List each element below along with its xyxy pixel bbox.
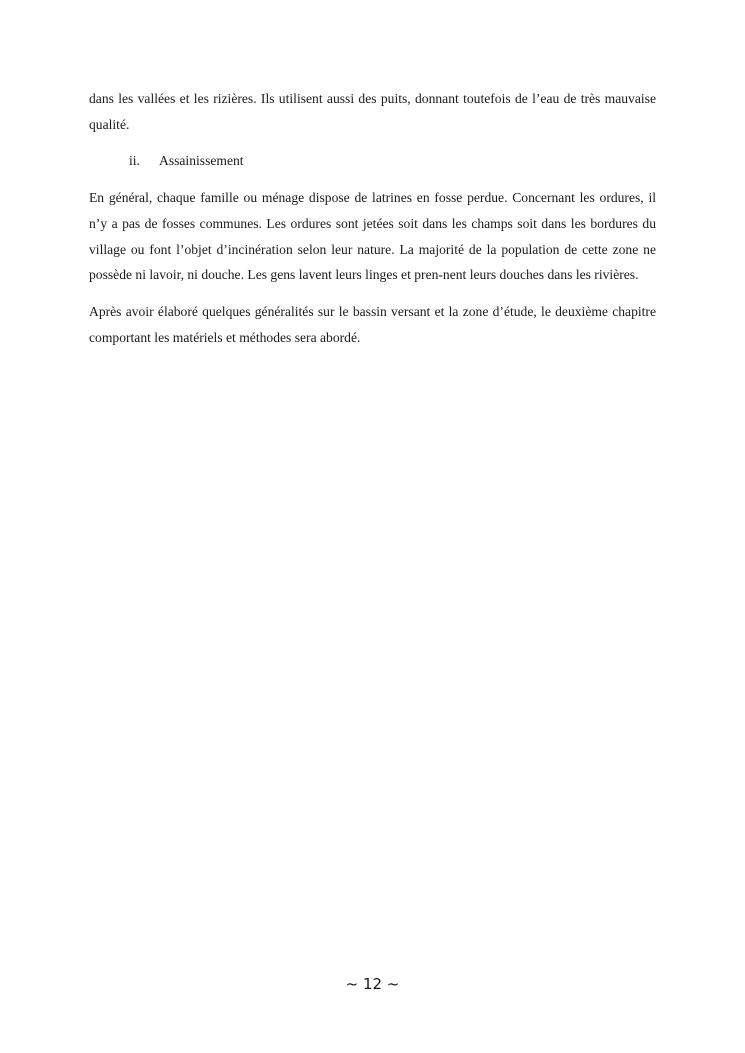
- paragraph-conclusion: Après avoir élaboré quelques généralités sur le bassin versant et la zone d’étude, le deuxième chapitre comportant les matériels et méthodes sera abordé.: [89, 303, 656, 345]
- page-number: ~ 12 ~: [345, 975, 400, 993]
- section-heading-assainissement: [129, 148, 656, 174]
- section-number: ii.: [129, 153, 140, 169]
- section-title: Assainissement: [159, 153, 244, 169]
- page-content: [89, 86, 656, 350]
- paragraph-water-sources: dans les vallées et les rizières. Ils utilisent aussi des puits, donnant toutefois de l’eau de très mauvaise qualité.: [89, 91, 656, 132]
- paragraph-sanitation: En général, chaque famille ou ménage dispose de latrines en fosse perdue. Concernant les ordures, il n’y a pas de fosses communes. Les ordures sont jetées soit dans les champs soit dans les bordures du village ou font l’objet d’incinération selon leur nature. La majorité de la population de cette zone ne possède ni lavoir, ni douche. Les gens lavent leurs linges et pren-nent leurs douches dans les rivières.: [89, 190, 656, 283]
